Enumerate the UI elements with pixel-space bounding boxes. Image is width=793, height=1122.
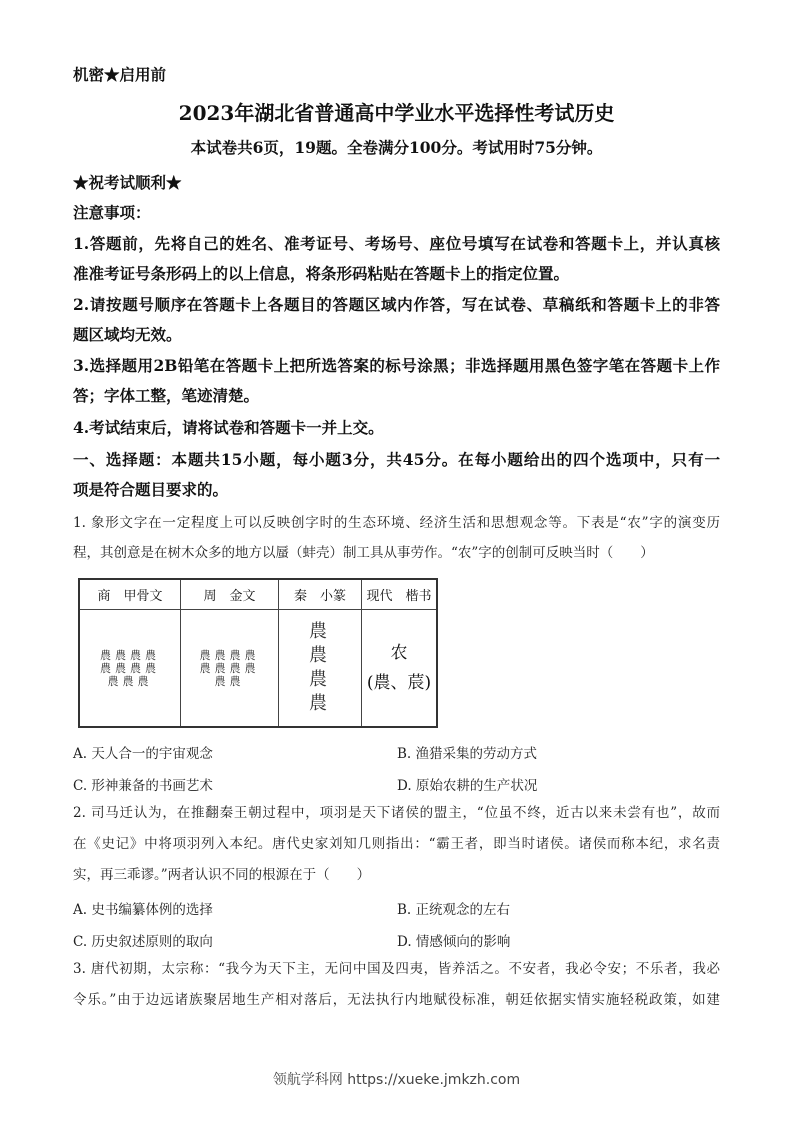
table-header: 现代 楷书 [362, 579, 438, 610]
seal-script-glyphs-image: 農 農 農 農 [279, 610, 362, 728]
q2-option-d: D. 情感倾向的影响 [397, 934, 511, 950]
page-subtitle: 本试卷共6页，19题。全卷满分100分。考试用时75分钟。 [190, 138, 603, 157]
q2-option-c: C. 历史叙述原则的取向 [73, 934, 213, 950]
question-1-text: 程，其创意是在树木众多的地方以蜃（蚌壳）制工具从事劳作。“农”字的创制可反映当时（ ） [73, 545, 654, 561]
notes-heading: 注意事项： [73, 203, 151, 222]
table-header: 秦 小篆 [279, 579, 362, 610]
good-luck-label: ★祝考试顺利★ [73, 173, 182, 192]
modern-variants: (農、莀) [366, 673, 432, 693]
question-1-text: 1. 象形文字在一定程度上可以反映创字时的生态环境、经济生活和思想观念等。下表是“农”字的演变历 [73, 515, 720, 531]
page-title: 2023年湖北省普通高中学业水平选择性考试历史 [178, 101, 615, 125]
question-2-text: 实，再三乖谬。”两者认识不同的根源在于（ ） [73, 867, 371, 883]
q1-option-d: D. 原始农耕的生产状况 [397, 778, 538, 794]
section-heading: 一、选择题：本题共15小题，每小题3分，共45分。在每小题给出的四个选项中，只有一 [73, 450, 720, 469]
note-line: 4.考试结束后，请将试卷和答题卡一并上交。 [73, 418, 384, 437]
modern-character: 农 [390, 643, 408, 663]
question-2-text: 在《史记》中将项羽列入本纪。唐代史家刘知几则指出：“霸王者，即当时诸侯。诸侯而称本纪，求名责 [73, 836, 720, 852]
q1-option-b: B. 渔猎采集的劳动方式 [397, 746, 538, 762]
q1-option-c: C. 形神兼备的书画艺术 [73, 778, 213, 794]
confidential-label: 机密★启用前 [73, 65, 167, 84]
note-line: 1.答题前，先将自己的姓名、准考证号、考场号、座位号填写在试卷和答题卡上，并认真核 [73, 234, 720, 253]
note-line: 题区域均无效。 [73, 325, 182, 344]
table-header: 商 甲骨文 [79, 579, 181, 610]
note-line: 答；字体工整，笔迹清楚。 [73, 386, 260, 405]
oracle-bone-glyphs-image: 農農農農 農農農農 農農農 [79, 610, 181, 728]
note-line: 2.请按题号顺序在答题卡上各题目的答题区域内作答，写在试卷、草稿纸和答题卡上的非答 [73, 295, 720, 314]
footer-watermark: 领航学科网 https://xueke.jmkzh.com [272, 1072, 521, 1088]
q1-option-a: A. 天人合一的宇宙观念 [73, 746, 213, 762]
q2-option-a: A. 史书编纂体例的选择 [73, 902, 213, 918]
note-line: 3.选择题用2B铅笔在答题卡上把所选答案的标号涂黑；非选择题用黑色签字笔在答题卡上作 [73, 356, 720, 375]
question-2-text: 2. 司马迁认为，在推翻秦王朝过程中，项羽是天下诸侯的盟主，“位虽不终，近古以来未尝有也”，故而 [73, 805, 720, 821]
question-3-text: 3. 唐代初期，太宗称：“我今为天下主，无问中国及四夷，皆养活之。不安者，我必令安；不乐者，我必 [73, 961, 720, 977]
character-evolution-table [78, 578, 438, 728]
section-heading: 项是符合题目要求的。 [73, 480, 229, 499]
note-line: 准准考证号条形码上的以上信息，将条形码粘贴在答题卡上的指定位置。 [73, 264, 570, 283]
bronze-glyphs-image: 農農農農 農農農農 農農 [181, 610, 279, 728]
q2-option-b: B. 正统观念的左右 [397, 902, 511, 918]
table-header: 周 金文 [181, 579, 279, 610]
modern-script-cell [362, 610, 438, 728]
question-3-text: 令乐。”由于边远诸族聚居地生产相对落后，无法执行内地赋役标准，朝廷依据实情实施轻税政策，如建 [73, 992, 720, 1008]
